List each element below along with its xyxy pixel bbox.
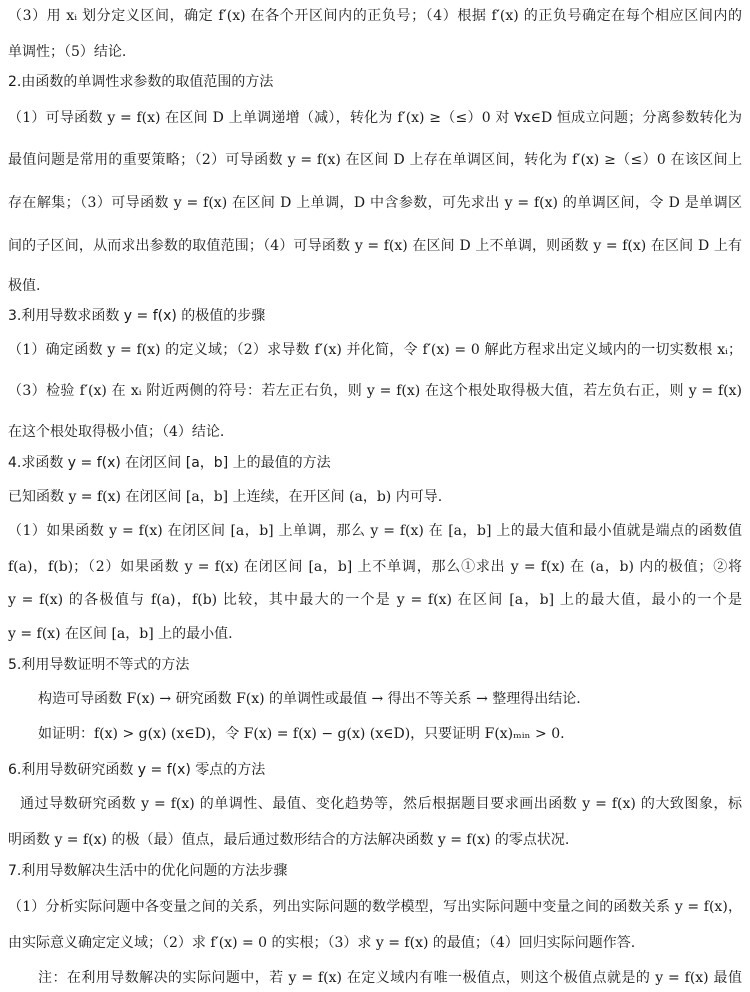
section-heading: 4.求函数 y = f(x) 在闭区间 [a，b] 上的最值的方法: [8, 455, 331, 471]
text-line: 最值问题是常用的重要策略；（2）可导函数 y = f(x) 在区间 D 上存在单调区间，转化为 f′(x) ≥（≤）0 在该区间上: [8, 152, 742, 168]
text-line: （1）分析实际问题中各变量之间的关系，列出实际问题的数学模型，写出实际问题中变量之间的函数关系 y = f(x)，: [8, 899, 742, 915]
text-line: 如证明：f(x) > g(x) (x∈D)，令 F(x) = f(x) − g(x) (x∈D)，只要证明 F(x)ₘᵢₙ > 0.: [38, 726, 565, 742]
section-heading: 3.利用导数求函数 y = f(x) 的极值的步骤: [8, 308, 266, 324]
text-line: （1）确定函数 y = f(x) 的定义域；（2）求导数 f′(x) 并化简，令 f′(x) = 0 解此方程求出定义域内的一切实数根 xᵢ；: [8, 342, 742, 358]
text-line: 在这个根处取得极小值；（4）结论.: [8, 424, 225, 440]
text-line: 极值.: [8, 278, 41, 294]
text-line: （3）用 xᵢ 划分定义区间，确定 f′(x) 在各个开区间内的正负号；（4）根据 f′(x) 的正负号确定在每个相应区间内的: [8, 8, 742, 24]
text-line: （3）检验 f′(x) 在 xᵢ 附近两侧的符号：若左正右负，则 y = f(x) 在这个根处取得极大值，若左负右正，则 y = f(x): [8, 383, 742, 399]
text-line: 间的子区间，从而求出参数的取值范围；（4）可导函数 y = f(x) 在区间 D 上不单调，则函数 y = f(x) 在区间 D 上有: [8, 238, 742, 254]
text-line: 注：在利用导数解决的实际问题中，若 y = f(x) 在定义域内有唯一极值点，则这个极值点就是的 y = f(x) 最值: [38, 970, 742, 986]
text-line: y = f(x) 的各极值与 f(a)，f(b) 比较，其中最大的一个是 y = f(x) 在区间 [a，b] 上的最大值，最小的一个是: [8, 592, 742, 608]
section-heading: 6.利用导数研究函数 y = f(x) 零点的方法: [8, 762, 266, 778]
text-line: 构造可导函数 F(x) → 研究函数 F(x) 的单调性或最值 → 得出不等关系 → 整理得出结论.: [38, 691, 581, 707]
text-line: 已知函数 y = f(x) 在闭区间 [a，b] 上连续，在开区间 (a，b) 内可导.: [8, 489, 443, 505]
text-line: （1）如果函数 y = f(x) 在闭区间 [a，b] 上单调，那么 y = f(x) 在 [a，b] 上的最大值和最小值就是端点的函数值: [8, 523, 742, 539]
text-line: 由实际意义确定定义域；（2）求 f′(x) = 0 的实根；（3）求 y = f(x) 的最值；（4）回归实际问题作答.: [8, 935, 636, 951]
text-line: 通过导数研究函数 y = f(x) 的单调性、最值、变化趋势等，然后根据题目要求画出函数 y = f(x) 的大致图象，标: [20, 796, 742, 812]
section-heading: 5.利用导数证明不等式的方法: [8, 657, 190, 673]
text-line: 明函数 y = f(x) 的极（最）值点，最后通过数形结合的方法解决函数 y = f(x) 的零点状况.: [8, 832, 570, 848]
text-line: （1）可导函数 y = f(x) 在区间 D 上单调递增（减），转化为 f′(x) ≥（≤）0 对 ∀x∈D 恒成立问题；分离参数转化为: [8, 110, 742, 126]
section-heading: 2.由函数的单调性求参数的取值范围的方法: [8, 74, 274, 90]
text-line: f(a)，f(b)；（2）如果函数 y = f(x) 在闭区间 [a，b] 上不单调，那么①求出 y = f(x) 在 (a，b) 内的极值；②将: [8, 559, 742, 575]
text-line: 单调性；（5）结论.: [8, 44, 127, 60]
text-line: 存在解集；（3）可导函数 y = f(x) 在区间 D 上单调，D 中含参数，可先求出 y = f(x) 的单调区间，令 D 是单调区: [8, 195, 742, 211]
section-heading: 7.利用导数解决生活中的优化问题的方法步骤: [8, 863, 288, 879]
text-line: y = f(x) 在区间 [a，b] 上的最小值.: [8, 626, 233, 642]
